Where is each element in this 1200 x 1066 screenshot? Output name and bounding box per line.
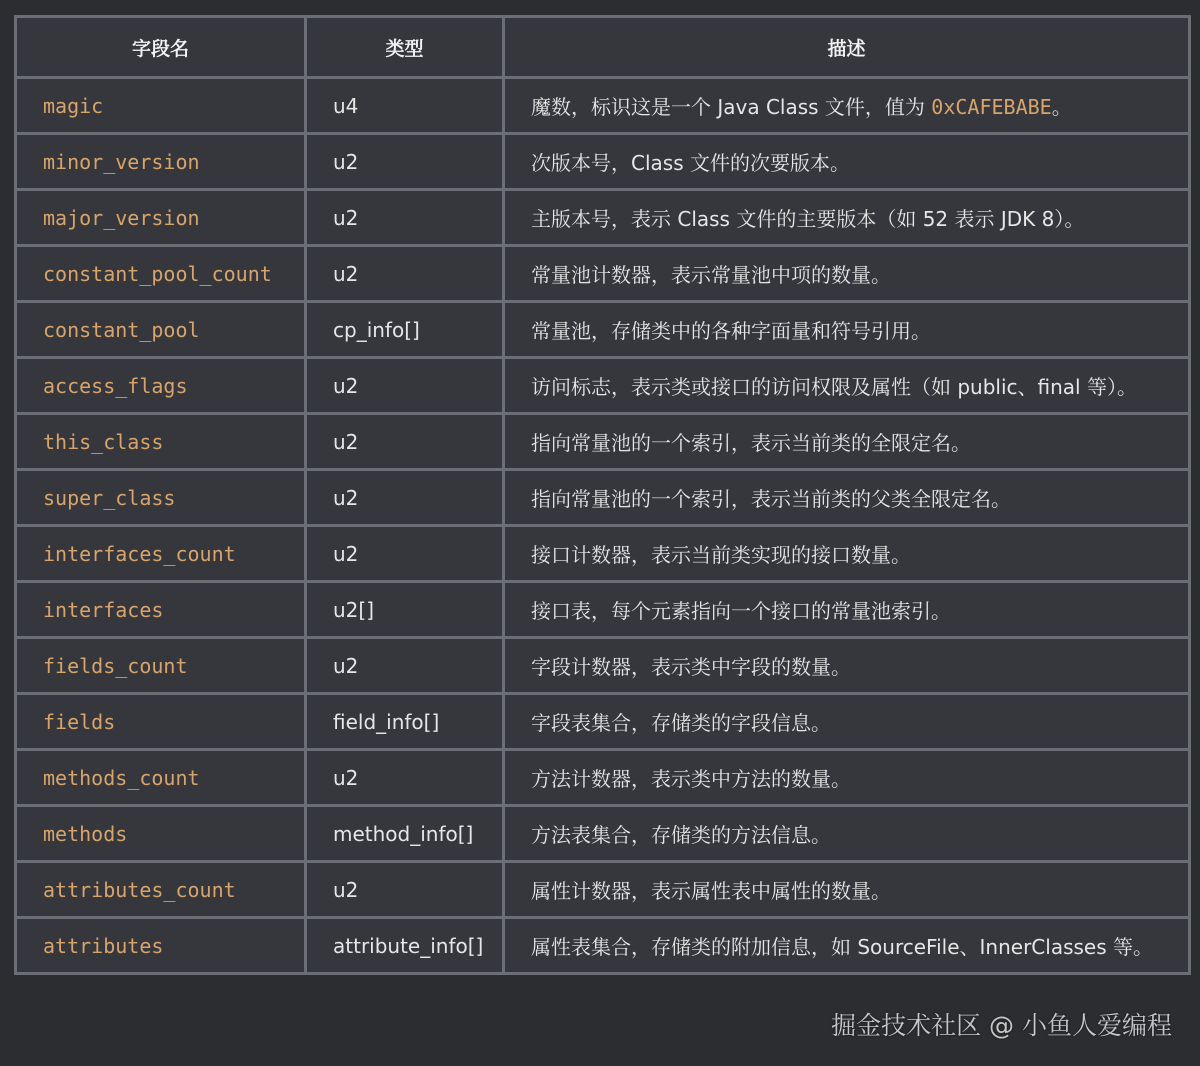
table-row: [16, 302, 1190, 358]
description-text: 魔数，标识这是一个 Java Class 文件，值为: [531, 95, 932, 119]
field-name-cell: constant_pool_count: [16, 246, 306, 302]
description-cell: 属性计数器，表示属性表中属性的数量。: [504, 862, 1190, 918]
table-row: [16, 190, 1190, 246]
table-row: [16, 918, 1190, 974]
type-cell: u2: [306, 414, 504, 470]
type-cell: u2: [306, 638, 504, 694]
description-cell: 次版本号，Class 文件的次要版本。: [504, 134, 1190, 190]
type-cell: u4: [306, 78, 504, 134]
table-row: [16, 246, 1190, 302]
type-cell: u2: [306, 134, 504, 190]
description-cell: 常量池，存储类中的各种字面量和符号引用。: [504, 302, 1190, 358]
field-name-cell: constant_pool: [16, 302, 306, 358]
field-name-cell: fields: [16, 694, 306, 750]
type-cell: u2: [306, 470, 504, 526]
field-name-cell: minor_version: [16, 134, 306, 190]
field-name-cell: magic: [16, 78, 306, 134]
description-cell: 方法表集合，存储类的方法信息。: [504, 806, 1190, 862]
table-row: [16, 414, 1190, 470]
description-cell: 常量池计数器，表示常量池中项的数量。: [504, 246, 1190, 302]
header-row: [16, 17, 1190, 78]
field-name-cell: interfaces: [16, 582, 306, 638]
type-cell: u2[]: [306, 582, 504, 638]
table-row: [16, 78, 1190, 134]
field-name-cell: super_class: [16, 470, 306, 526]
description-cell: 字段表集合，存储类的字段信息。: [504, 694, 1190, 750]
table-row: [16, 526, 1190, 582]
field-name-cell: this_class: [16, 414, 306, 470]
description-cell: 字段计数器，表示类中字段的数量。: [504, 638, 1190, 694]
table-row: [16, 470, 1190, 526]
field-name-cell: fields_count: [16, 638, 306, 694]
header-type: 类型: [306, 17, 504, 78]
table-row: [16, 358, 1190, 414]
field-name-cell: methods: [16, 806, 306, 862]
description-cell: 方法计数器，表示类中方法的数量。: [504, 750, 1190, 806]
table-row: [16, 638, 1190, 694]
field-name-cell: interfaces_count: [16, 526, 306, 582]
type-cell: u2: [306, 190, 504, 246]
type-cell: method_info[]: [306, 806, 504, 862]
type-cell: u2: [306, 750, 504, 806]
table-row: [16, 750, 1190, 806]
table-row: [16, 134, 1190, 190]
class-file-structure-table: [14, 15, 1188, 975]
header-description: 描述: [504, 17, 1190, 78]
type-cell: u2: [306, 246, 504, 302]
description-cell: 指向常量池的一个索引，表示当前类的父类全限定名。: [504, 470, 1190, 526]
type-cell: cp_info[]: [306, 302, 504, 358]
description-cell: [504, 78, 1190, 134]
type-cell: field_info[]: [306, 694, 504, 750]
magic-value-code: 0xCAFEBABE: [931, 95, 1052, 119]
type-cell: u2: [306, 526, 504, 582]
table-row: [16, 582, 1190, 638]
description-cell: 属性表集合，存储类的附加信息，如 SourceFile、InnerClasses 等。: [504, 918, 1190, 974]
description-cell: 指向常量池的一个索引，表示当前类的全限定名。: [504, 414, 1190, 470]
description-cell: 接口计数器，表示当前类实现的接口数量。: [504, 526, 1190, 582]
table-row: [16, 694, 1190, 750]
type-cell: u2: [306, 862, 504, 918]
description-end: 。: [1051, 95, 1072, 119]
description-cell: 接口表，每个元素指向一个接口的常量池索引。: [504, 582, 1190, 638]
description-cell: 主版本号，表示 Class 文件的主要版本（如 52 表示 JDK 8）。: [504, 190, 1190, 246]
field-name-cell: access_flags: [16, 358, 306, 414]
field-name-cell: methods_count: [16, 750, 306, 806]
field-name-cell: major_version: [16, 190, 306, 246]
description-cell: 访问标志，表示类或接口的访问权限及属性（如 public、final 等）。: [504, 358, 1190, 414]
table-row: [16, 806, 1190, 862]
header-field-name: 字段名: [16, 17, 306, 78]
table: [14, 15, 1191, 975]
table-row: [16, 862, 1190, 918]
field-name-cell: attributes_count: [16, 862, 306, 918]
type-cell: attribute_info[]: [306, 918, 504, 974]
type-cell: u2: [306, 358, 504, 414]
watermark: 掘金技术社区 @ 小鱼人爱编程: [831, 1011, 1172, 1040]
field-name-cell: attributes: [16, 918, 306, 974]
